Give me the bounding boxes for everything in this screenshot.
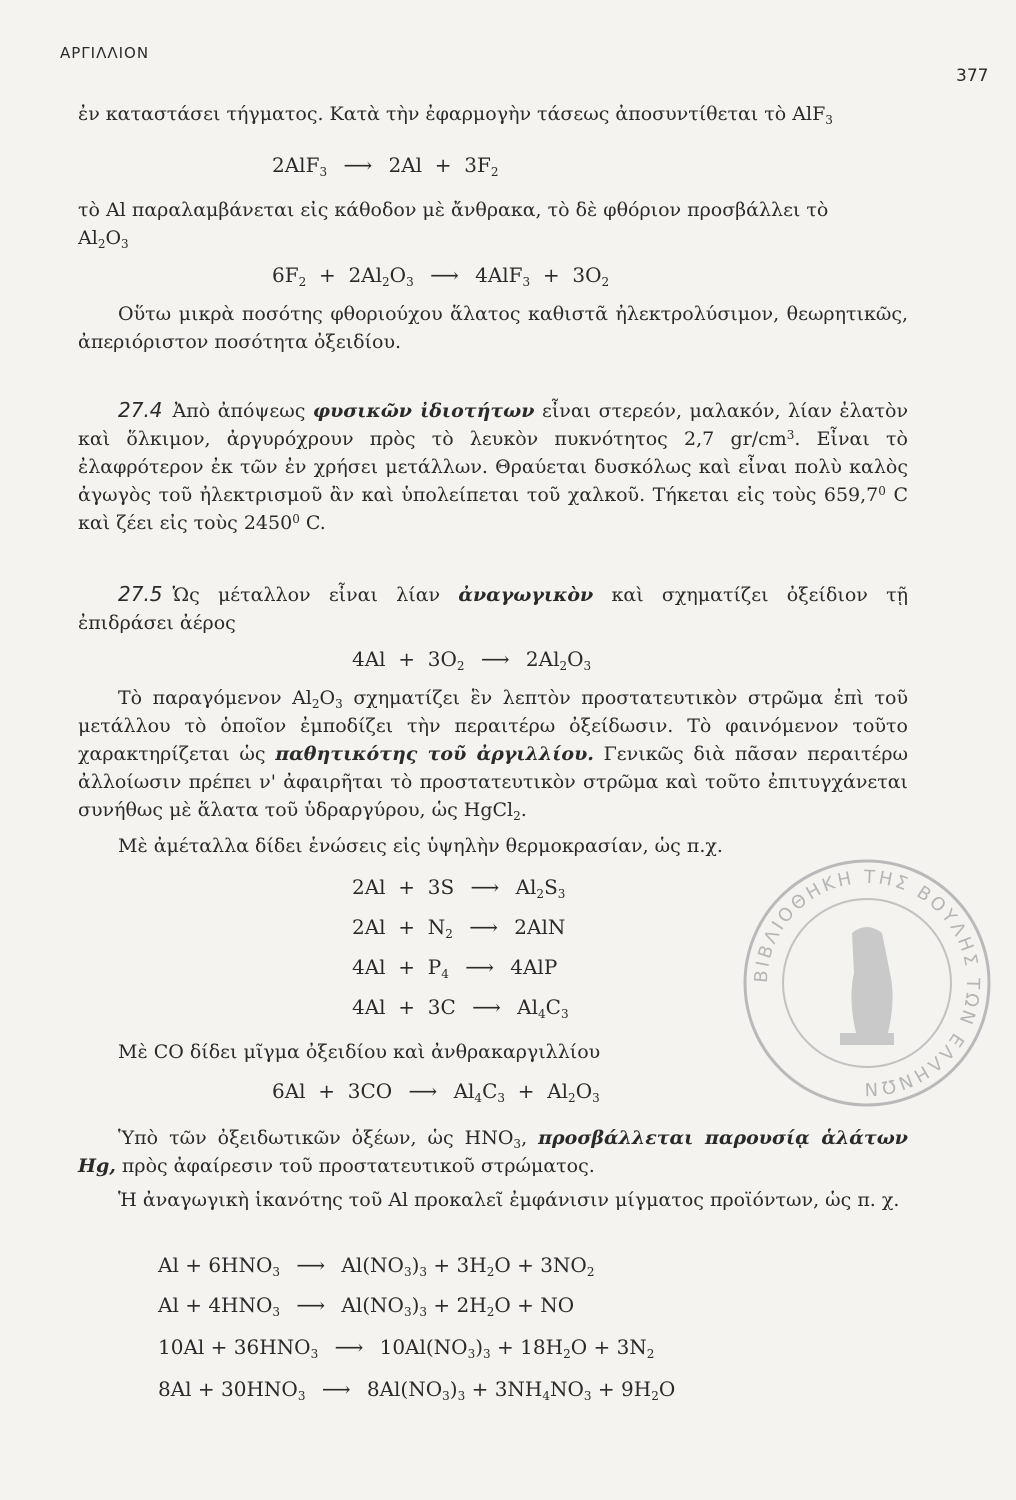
equation-11: $10Al + 36HNO_3$ ⟶ $10Al(NO_3)_3 + 18H_2O + 3N_2$ xyxy=(158,1335,655,1361)
section-27-4: 27.4 Ἀπὸ ἀπόψεως φυσικῶν ἰδιοτήτων εἶναι στερεόν, μαλακόν, λίαν ἐλατὸν καὶ ὅλκιμον, ἀργυρόχρουν πρὸς τὸ λευκὸν πυκνότητος 2,7 $gr/cm^3$. Εἶναι τὸ ἐλαφρότερον ἐκ τῶν ἐν χρήσει μετάλλων. Θραύεται δυσκόλως καὶ εἶναι πολὺ καλὸς ἀγωγὸς τοῦ ἠλεκτρισμοῦ ἂν καὶ ὑπολείπεται τοῦ χαλκοῦ. Τήκεται εἰς τοὺς 659,7$^0$ C καὶ ζέει εἰς τοὺς 2450$^0$ C. xyxy=(78,398,908,534)
section-27-5: 27.5 Ὡς μέταλλον εἶναι λίαν ἀναγωγικὸν καὶ σχηματίζει ὀξείδιον τῇ ἐπιδράσει ἀέρος xyxy=(78,582,908,634)
equation-8: 6Al + 3CO ⟶ $Al_4C_3 + Al_2O_3$ xyxy=(272,1079,600,1105)
paragraph-nonmetals: Μὲ ἀμέταλλα δίδει ἑνώσεις εἰς ὑψηλὴν θερμοκρασίαν, ὡς π.χ. xyxy=(118,835,723,857)
equation-3: $4Al + 3O_2$ ⟶ $2Al_2O_3$ xyxy=(352,647,592,673)
stamp-text: ΒΙΒΛΙΟΘΗΚΗ ΤΗΣ ΒΟΥΛΗΣ ΤΩΝ ΕΛΛΗΝΩΝ xyxy=(750,866,984,1100)
paragraph-oxidizing-acids: Ὑπὸ τῶν ὀξειδωτικῶν ὀξέων, ὡς $HNO_3$, προσβάλλεται παρουσίᾳ ἁλάτων Hg, πρὸς ἀφαίρεσιν τοῦ προστατευτικοῦ στρώματος. xyxy=(78,1127,908,1177)
equation-9: $Al + 6HNO_3$ ⟶ $Al(NO_3)_3 + 3H_2O + 3NO_2$ xyxy=(158,1253,595,1279)
equation-4: 2Al + 3S ⟶ $Al_2S_3$ xyxy=(352,875,566,901)
stamp-figure xyxy=(840,927,894,1045)
equation-6: $4Al + P_4$ ⟶ 4AlP xyxy=(352,955,558,981)
paragraph-co: Μὲ CO δίδει μῖγμα ὀξειδίου καὶ ἀνθρακαργιλλίου xyxy=(118,1041,601,1063)
paragraph-reducing: Ἡ ἀναγωγικὴ ἱκανότης τοῦ Al προκαλεῖ ἐμφάνισιν μίγματος προϊόντων, ὡς π. χ. xyxy=(118,1189,900,1211)
equation-12: $8Al + 30HNO_3$ ⟶ $8Al(NO_3)_3 + 3NH_4NO_3 + 9H_2O$ xyxy=(158,1377,676,1403)
paragraph-intro: ἐν καταστάσει τήγματος. Κατὰ τὴν ἐφαρμογὴν τάσεως ἀποσυντίθεται τὸ AlF$_3$ xyxy=(78,103,833,127)
library-stamp xyxy=(732,848,1002,1118)
paragraph-passivity: Τὸ παραγόμενον $Al_2O_3$ σχηματίζει ἓν λεπτὸν προστατευτικὸν στρῶμα ἐπὶ τοῦ μετάλλου τὸ ὁποῖον ἐμποδίζει τὴν περαιτέρω ὀξείδωσιν. Τὸ φαινόμενον τοῦτο χαρακτηρίζεται ὡς παθητικότης τοῦ ἀργιλλίου. Γενικῶς διὰ πᾶσαν περαιτέρω ἀλλοίωσιν πρέπει ν' ἀφαιρῆται τὸ προστατευτικὸν στρῶμα καὶ τοῦτο ἐπιτυγχάνεται συνήθως μὲ ἅλατα τοῦ ὑδραργύρου, ὡς HgCl$_2$. xyxy=(78,687,909,823)
equation-1: 2AlF$_3$ ⟶ $2Al + 3F_2$ xyxy=(272,153,499,179)
running-head: ΑΡΓΙΛΛΙΟΝ xyxy=(60,44,150,62)
page-number: 377 xyxy=(956,66,989,86)
equation-2: $6F_2 + 2Al_2O_3$ ⟶ $4AlF_3 + 3O_2$ xyxy=(272,263,610,289)
equation-7: 4Al + 3C ⟶ $Al_4C_3$ xyxy=(352,995,569,1021)
paragraph-cathode: τὸ Al παραλαμβάνεται εἰς κάθοδον μὲ ἄνθρακα, τὸ δὲ φθόριον προσβάλλει τὸ $Al_2O_3$ xyxy=(78,199,829,251)
equation-5: $2Al + N_2$ ⟶ 2AlN xyxy=(352,915,566,941)
paragraph-electrolysis: Οὕτω μικρὰ ποσότης φθοριούχου ἅλατος καθιστᾶ ἠλεκτρολύσιμον, θεωρητικῶς, ἀπεριόριστον ποσότητα ὀξειδίου. xyxy=(78,303,908,353)
equation-10: $Al + 4HNO_3$ ⟶ $Al(NO_3)_3 + 2H_2O$ + NO xyxy=(158,1293,575,1319)
